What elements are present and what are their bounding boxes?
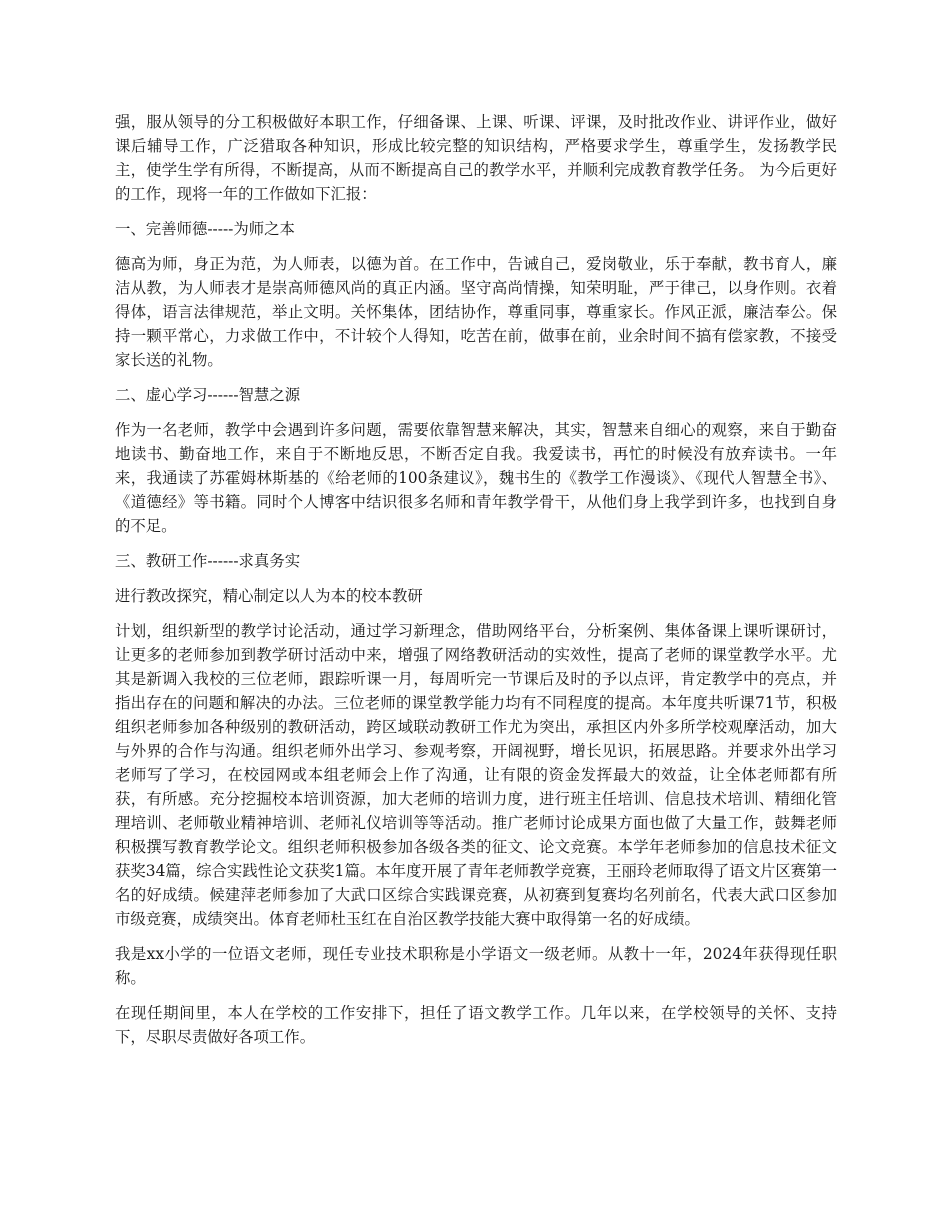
intro-paragraph: 强，服从领导的分工积极做好本职工作，仔细备课、上课、听课、评课，及时批改作业、讲评作业，做好课后辅导工作，广泛猎取各种知识，形成比较完整的知识结构，严格要求学生，尊重学生，发扬教学民主，使学生学有所得，不断提高，从而不断提高自己的教学水平，并顺利完成教育教学任务。 为今后更好的工作，现将一年的工作做如下汇报： (115, 113, 837, 203)
self-intro-paragraph: 我是xx小学的一位语文老师，现任专业技术职称是小学语文一级老师。从教十一年，2024年获得现任职称。 (115, 945, 837, 987)
section-heading-ethics: 一、完善师德-----为师之本 (115, 220, 295, 238)
section-heading-learning: 二、虚心学习------智慧之源 (115, 386, 301, 404)
ethics-paragraph: 德高为师，身正为范，为人师表，以德为首。在工作中，告诫自己，爱岗敬业，乐于奉献，教书育人，廉洁从教，为人师表才是崇高师德风尚的真正内涵。坚守高尚情操，知荣明耻，严于律己，以身作则。衣着得体，语言法律规范，举止文明。关怀集体，团结协作，尊重同事，尊重家长。作风正派，廉洁奉公。保持一颗平常心，力求做工作中，不计较个人得知，吃苦在前，做事在前，业余时间不搞有偿家教，不接受家长送的礼物。 (115, 255, 837, 369)
learning-paragraph: 作为一名老师，教学中会遇到许多问题，需要依靠智慧来解决，其实，智慧来自细心的观察，来自于勤奋地读书、勤奋地工作，来自于不断地反思，不断否定自我。我爱读书，再忙的时候没有放弃读书。一年来，我通读了苏霍姆林斯基的《给老师的100条建议》，魏书生的《教学工作漫谈》、《现代人智慧全书》、《道德经》等书籍。同时个人博客中结识很多名师和青年教学骨干，从他们身上我学到许多，也找到自身的不足。 (115, 421, 837, 535)
section-heading-research: 三、教研工作------求真务实 (115, 552, 301, 570)
document-body (115, 110, 837, 1060)
research-paragraph: 计划，组织新型的教学讨论活动，通过学习新理念，借助网络平台，分析案例、集体备课上课听课研讨，让更多的老师参加到教学研讨活动中来，增强了网络教研活动的实效性，提高了老师的课堂教学水平。尤其是新调入我校的三位老师，跟踪听课一月，每周听完一节课后及时的予以点评，肯定教学中的亮点，并指出存在的问题和解决的办法。三位老师的课堂教学能力均有不同程度的提高。本年度共听课71节，积极组织老师参加各种级别的教研活动，跨区域联动教研工作尤为突出，承担区内外多所学校观摩活动，加大与外界的合作与沟通。组织老师外出学习、参观考察，开阔视野，增长见识，拓展思路。并要求外出学习老师写了学习，在校园网或本组老师会上作了沟通，让有限的资金发挥最大的效益，让全体老师都有所获，有所感。充分挖掘校本培训资源，加大老师的培训力度，进行班主任培训、信息技术培训、精细化管理培训、老师敬业精神培训、老师礼仪培训等等活动。推广老师讨论成果方面也做了大量工作，鼓舞老师积极撰写教育教学论文。组织老师积极参加各级各类的征文、论文竞赛。本学年老师参加的信息技术征文获奖34篇，综合实践性论文获奖1篇。本年度开展了青年老师教学竞赛，王丽玲老师取得了语文片区赛第一名的好成绩。候建萍老师参加了大武口区综合实践课竞赛，从初赛到复赛均名列前名，代表大武口区参加市级竞赛，成绩突出。体育老师杜玉红在自治区教学技能大赛中取得第一名的好成绩。 (115, 622, 837, 928)
duty-paragraph: 在现任期间里，本人在学校的工作安排下，担任了语文教学工作。几年以来，在学校领导的关怀、支持下，尽职尽责做好各项工作。 (115, 1004, 837, 1046)
research-intro-line: 进行教改探究，精心制定以人为本的校本教研 (115, 587, 423, 605)
